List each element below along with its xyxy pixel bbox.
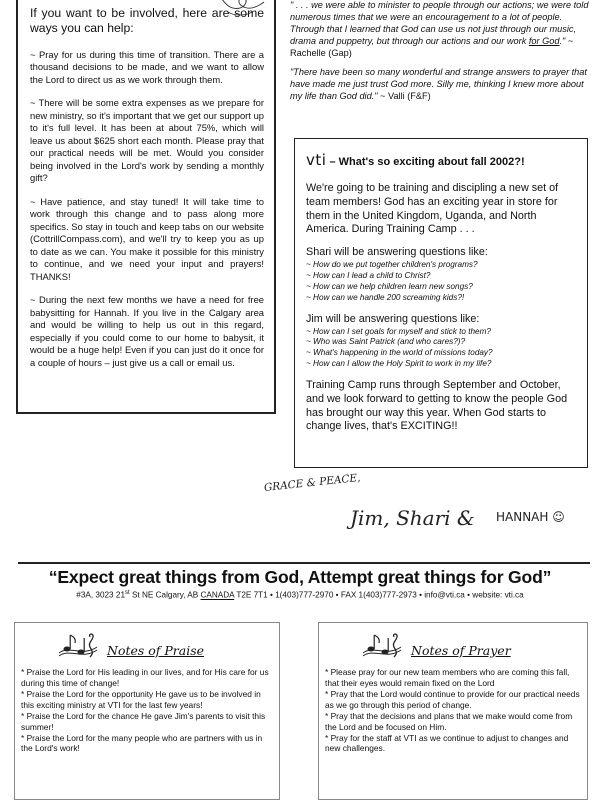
list-item: ~ How can I lead a child to Christ? [306,271,431,281]
involvement-paragraph: ~ Pray for us during this time of transition. There are a thousand decisions to be made, and we want to allow the Lord to direct us as we work through them. [30,48,264,85]
involvement-paragraph: ~ Have patience, and stay tuned! It will take time to work through this change and to pass along more specifics. So stay in touch and keep tabs on our website (CottrillCompass.com), and we'll try to keep you as up to date as we can. You make it possible for this ministry to continue, and we need your input and prayers! THANKS! [30,195,264,282]
involvement-intro: If you want to be involved, here are some ways you can help: [30,6,264,35]
notes-of-prayer-title: Notes of Prayer [411,643,511,658]
list-item: * Pray that the Lord would continue to provide for our practical needs as we go through this period of change. [325,688,580,710]
involvement-box [16,0,276,414]
divider [18,562,590,564]
jim-lead: Jim will be answering questions like: [306,312,480,325]
quote-valli: "There have been so many wonderful and strange answers to prayer that have made me just trust God more. Silly me, thinking I knew more about my life than God did." ~ Valli (F&F) [290,66,587,101]
praise-list [21,667,273,754]
vti-logo: vti [306,151,327,169]
prayer-list [325,667,581,754]
list-item: * Praise the Lord for the many people who are partners with us in the Lord's work! [21,732,263,754]
quote-attribution: ~ Rachelle (Gap) [290,35,574,58]
list-item: ~ How can we help children learn new songs? [306,281,473,291]
signature-names: Jim, Shari & [350,506,475,530]
notes-header [325,629,581,665]
list-item: ~ How do we put together children's programs? [306,260,478,270]
list-item: * Pray for the staff at VTI as we continue to adjust to changes and new challenges. [325,732,569,754]
motto: “Expect great things from God, Attempt great things for God” [48,567,552,587]
notes-of-prayer-box [318,622,588,800]
list-item: ~ How can we handle 200 screaming kids?! [306,292,465,302]
list-item: * Praise the Lord for His leading in our lives, and for His care for us during this time of change! [21,667,269,688]
vti-intro: We're going to be training and discipling a new set of team members! God has an exciting year in store for them in the United Kingdom, Uganda, and North America. During Training Camp . . . [306,182,559,236]
list-item: ~ How can I set goals for myself and stick to them? [306,326,491,336]
list-item: ~ How can I allow the Holy Spirit to work in my life? [306,359,492,369]
quote-attribution: ~ Valli (F&F) [377,90,431,101]
hand-drawn-doodle-icon [218,0,266,18]
involvement-paragraph: ~ During the next few months we have a need for free babysitting for Hannah. If you live in the Calgary area and would be willing to help us out in this regard, especially if you could come to our home to babysit, it would be a huge help! Even if you can just do it once for a couple of hours – just give us a call or email us. [30,294,264,368]
vti-heading: – What's so exciting about fall 2002?! [326,156,525,168]
list-item: ~ What's happening in the world of missions today? [306,348,493,358]
list-item: * Praise the Lord for the chance He gave Jim's parents to visit this summer! [21,710,266,732]
signature-hannah: HANNAH ☺ [496,510,565,524]
underlined-text: for God [528,35,560,46]
vti-closing: Training Camp runs through September and October, and we look forward to getting to know the people God has brought our way this year. When God starts to change lives, that's EXCITING!! [306,378,568,433]
notes-of-praise-title: Notes of Praise [107,643,205,658]
testimonial-quotes [290,0,592,110]
jim-question-list [306,327,577,370]
handwritten-signature [258,471,588,550]
quote-rachelle: " . . . we were able to minister to people through our actions; we were told numerous times that we were an encouragement to a lot of people. Through that I learned that God can use us not just through our music, drama and puppetry, but through our actions and our work for God." ~ Rachelle (Gap) [290,0,589,58]
vti-box-title [306,151,577,170]
list-item: * Pray that the decisions and plans that we make would come from the Lord and be focused on Him. [325,710,573,732]
contact-address: #3A, 3023 21st St NE Calgary, AB CANADA T2E 7T1 • 1(403)777-2970 • FAX 1(403)777-2973 • info@vti.ca • website: vti.ca [76,590,524,600]
list-item: ~ Who was Saint Patrick (and who cares?)? [306,337,466,347]
signature-greeting: GRACE & PEACE, [263,471,362,494]
list-item: * Praise the Lord for the opportunity He gave us to be involved in this exciting ministry at VTI for the last few years! [21,688,261,710]
notes-header [21,629,273,665]
involvement-paragraph: ~ There will be some extra expenses as we prepare for new ministry, so it's important that we get our support up to it's full level. It has been at about 75%, which will leave us about $625 short each month. Please pray that our practical needs will be met. Would you consider being involved in the Lord's work by sending a monthly gift? [30,97,264,184]
music-notes-icon [57,631,99,661]
notes-of-praise-box [14,622,280,800]
shari-lead: Shari will be answering questions like: [306,246,488,259]
shari-question-list [306,260,577,303]
music-notes-icon [361,631,403,661]
list-item: * Please pray for our new team members who are coming this fall, that their eyes would remain fixed on the Lord [325,667,570,688]
vti-fall-box [294,138,588,468]
